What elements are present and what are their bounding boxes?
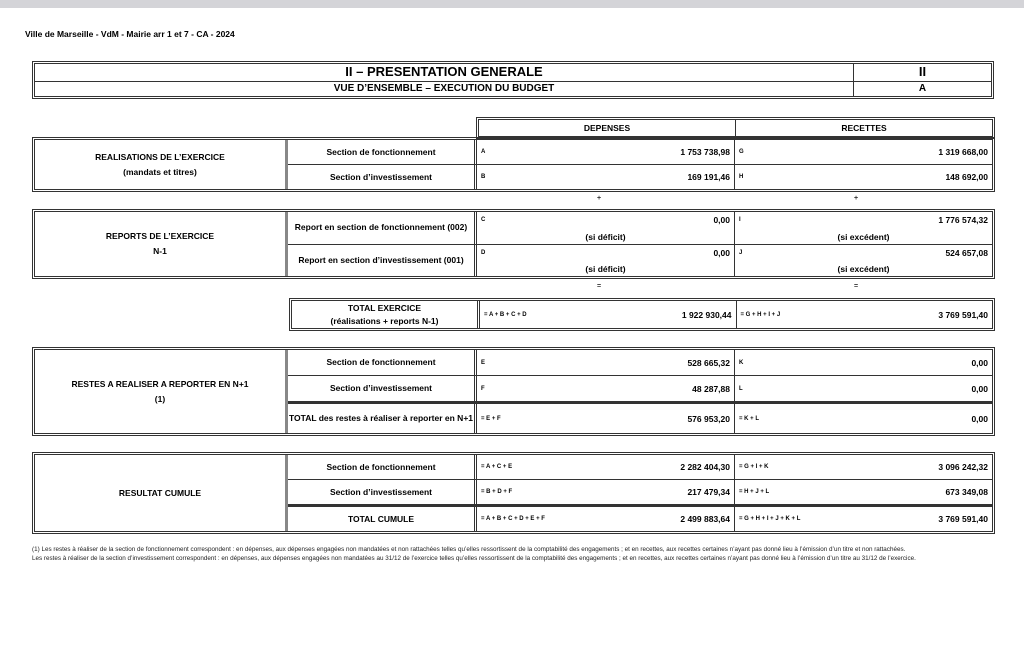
recettes-cell — [735, 165, 992, 189]
equals-operator-recettes: = — [854, 283, 859, 290]
cell-amount: 1 319 668,00 — [938, 147, 988, 157]
realisations-block — [32, 137, 995, 192]
recettes-cell — [735, 376, 992, 401]
recettes-cell — [735, 140, 992, 164]
cell-amount: 1 922 930,44 — [681, 309, 732, 320]
realisations-subtitle: (mandats et titres) — [123, 166, 197, 177]
restes-subtitle: (1) — [154, 393, 166, 404]
depenses-cell — [477, 455, 735, 479]
table-row — [288, 212, 992, 245]
cell-note: (si excédent) — [837, 231, 890, 242]
table-row-total — [288, 402, 992, 433]
cell-amount: 2 282 404,30 — [680, 462, 730, 472]
resultat-title: RESULTAT CUMULE — [118, 487, 202, 498]
table-row — [288, 376, 992, 402]
cell-formula: = H + J + L — [739, 489, 770, 495]
row-description: Section de fonctionnement — [288, 140, 477, 164]
cell-letter: D — [481, 249, 486, 256]
cell-formula: = G + I + K — [739, 464, 769, 470]
cell-amount: 3 096 242,32 — [938, 462, 988, 472]
cell-amount: 169 191,46 — [687, 172, 730, 182]
depenses-cell — [477, 480, 735, 504]
resultat-label — [35, 455, 288, 531]
row-description: Report en section d’investissement (001) — [288, 245, 477, 277]
cell-formula: = G + H + I + J — [740, 311, 781, 318]
row-description: Section de fonctionnement — [288, 350, 477, 375]
cell-amount: 2 499 883,64 — [680, 514, 730, 524]
reports-block — [32, 209, 995, 279]
header-depenses: DEPENSES — [479, 120, 736, 136]
viewer-top-bar — [0, 0, 1024, 8]
document-header: Ville de Marseille - VdM - Mairie arr 1 et 7 - CA - 2024 — [25, 29, 235, 39]
page-subtitle: VUE D’ENSEMBLE – EXECUTION DU BUDGET — [35, 81, 854, 97]
cell-amount: 148 692,00 — [945, 172, 988, 182]
footnote-fonctionnement: (1) Les restes à réaliser de la section de fonctionnement correspondent : en dépenses, aux dépenses engagées non mandatées et non rattachées telles qu’elles ressortissent de la comptabilité des engagements ; et en recettes, aux recettes certaines n’ayant pas donné lieu à l’émission d’un titre et non rattachées. — [32, 546, 906, 553]
title-sub-row — [35, 81, 991, 97]
cell-formula: = B + D + F — [481, 489, 513, 495]
recettes-cell — [735, 455, 992, 479]
reports-title: REPORTS DE L’EXERCICE — [105, 231, 215, 241]
depenses-cell — [477, 350, 735, 375]
cell-amount: 528 665,32 — [687, 357, 730, 368]
cell-amount: 48 287,88 — [692, 383, 730, 394]
footnote — [32, 546, 994, 563]
restes-title: RESTES A REALISER A REPORTER EN N+1 — [71, 378, 249, 389]
realisations-title: REALISATIONS DE L’EXERCICE — [95, 151, 225, 162]
column-headers — [476, 117, 995, 139]
depenses-cell — [477, 404, 735, 433]
row-description: Report en section de fonctionnement (002) — [288, 212, 477, 244]
cell-letter: B — [481, 174, 486, 180]
cell-amount: 1 776 574,32 — [938, 215, 988, 225]
row-description: Section d’investissement — [288, 165, 477, 189]
cell-formula: = G + H + I + J + K + L — [739, 516, 801, 522]
recettes-cell — [735, 212, 992, 244]
recettes-cell — [735, 404, 992, 433]
depenses-cell — [477, 165, 735, 189]
depenses-cell — [477, 140, 735, 164]
table-row — [288, 350, 992, 376]
recettes-cell — [737, 301, 993, 328]
cell-letter: F — [481, 385, 485, 392]
table-row-total — [288, 505, 992, 531]
table-row — [288, 165, 992, 189]
header-recettes: RECETTES — [841, 123, 887, 133]
cell-amount: 673 349,08 — [945, 487, 988, 497]
cell-amount: 0,00 — [971, 383, 988, 394]
cell-amount: 0,00 — [713, 215, 730, 225]
cell-amount: 0,00 — [971, 413, 988, 424]
plus-operator-depenses: + — [597, 195, 602, 202]
total-exercice-title: TOTAL EXERCICE — [347, 302, 422, 313]
recettes-cell — [735, 480, 992, 504]
page-subtitle-code: A — [918, 83, 927, 94]
depenses-cell — [477, 245, 735, 277]
depenses-cell — [477, 212, 735, 244]
restes-label — [35, 350, 288, 433]
cell-amount: 3 769 591,40 — [938, 514, 988, 524]
depenses-cell — [480, 301, 737, 328]
plus-operator-recettes: + — [854, 195, 859, 202]
cell-letter: G — [739, 149, 744, 155]
recettes-cell — [735, 245, 992, 277]
cell-amount: 524 657,08 — [945, 247, 988, 258]
equals-operator-depenses: = — [597, 283, 602, 290]
cell-formula: = A + B + C + D — [484, 311, 527, 318]
table-row — [288, 245, 992, 277]
restes-block — [32, 347, 995, 436]
row-description: Section d’investissement — [288, 376, 477, 401]
cell-formula: = K + L — [739, 415, 760, 422]
cell-letter: K — [739, 359, 744, 366]
table-row — [288, 480, 992, 505]
depenses-cell — [477, 507, 735, 531]
cell-formula: = A + C + E — [481, 464, 513, 470]
cell-amount: 217 479,34 — [687, 487, 730, 497]
depenses-cell — [477, 376, 735, 401]
page-title: II – PRESENTATION GENERALE — [35, 64, 854, 81]
cell-letter: I — [739, 217, 741, 223]
cell-letter: J — [739, 249, 743, 256]
cell-letter: E — [481, 359, 486, 366]
cell-amount: 0,00 — [971, 357, 988, 368]
cell-letter: L — [739, 385, 743, 392]
cell-amount: 1 753 738,98 — [680, 147, 730, 157]
table-row — [288, 140, 992, 165]
table-row — [288, 455, 992, 480]
total-exercice-subtitle: (réalisations + reports N-1) — [330, 315, 439, 326]
recettes-cell — [735, 507, 992, 531]
reports-label — [35, 212, 288, 276]
cell-formula: = E + F — [481, 415, 501, 422]
cell-note: (si déficit) — [585, 231, 626, 242]
cell-note: (si excédent) — [837, 264, 890, 274]
cell-amount: 576 953,20 — [687, 413, 730, 424]
cell-note: (si déficit) — [585, 264, 626, 274]
footnote-investissement: Les restes à réaliser de la section d’investissement correspondent : en dépenses, aux dépenses engagées non mandatées au 31/12 de l’exercice telles qu’elles ressortissent de la comptabilité des engagements ; et en recettes, aux recettes certaines n’ayant pas donné lieu à l’émission d’un titre au 31/12 de l’exercice. — [32, 554, 916, 562]
reports-subtitle: N-1 — [153, 246, 167, 256]
cell-formula: = A + B + C + D + E + F — [481, 516, 545, 522]
title-box — [32, 61, 994, 99]
resultat-block — [32, 452, 995, 534]
page-title-code: II — [918, 64, 927, 79]
realisations-label — [35, 140, 288, 189]
title-main-row — [35, 64, 991, 82]
recettes-cell — [735, 350, 992, 375]
row-description: TOTAL CUMULE — [288, 507, 477, 531]
cell-letter: C — [481, 217, 486, 223]
cell-letter: H — [739, 174, 744, 180]
cell-amount: 0,00 — [713, 247, 730, 258]
row-description: Section de fonctionnement — [288, 455, 477, 479]
cell-amount: 3 769 591,40 — [938, 309, 988, 320]
row-description: Section d’investissement — [288, 480, 477, 504]
row-description: TOTAL des restes à réaliser à reporter en N+1 — [288, 404, 477, 433]
total-exercice-box — [289, 298, 995, 331]
total-exercice-label — [292, 301, 480, 328]
cell-letter: A — [481, 149, 486, 155]
